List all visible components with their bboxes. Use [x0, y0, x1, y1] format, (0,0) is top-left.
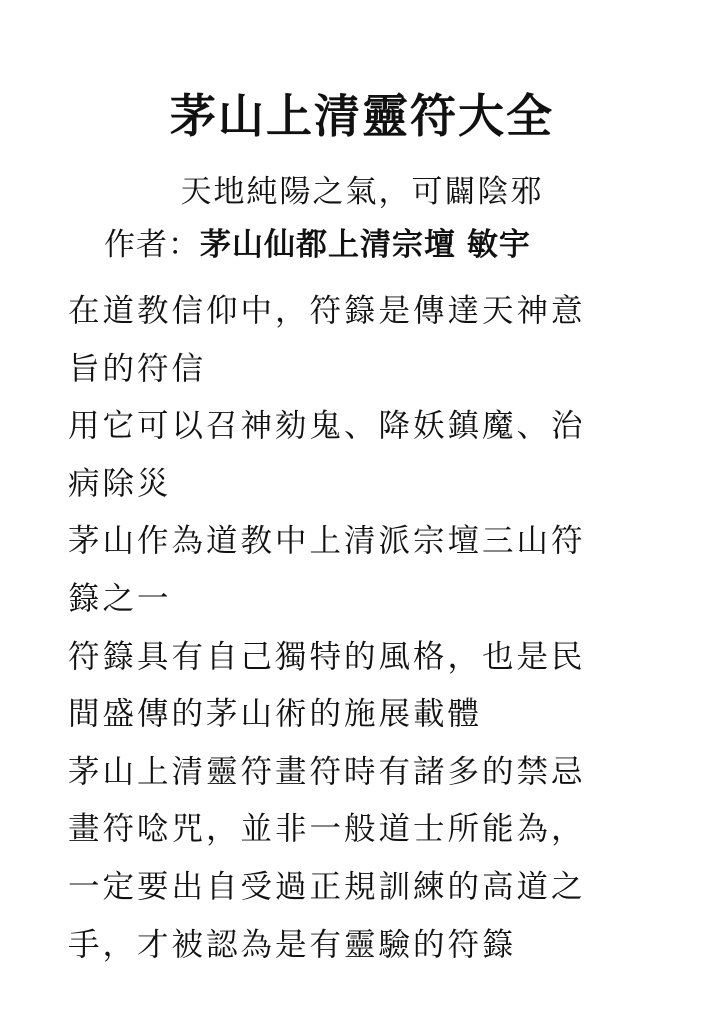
body-line: 病除災 — [68, 465, 172, 502]
body-line: 茅山上清靈符畫符時有諸多的禁忌 — [68, 753, 586, 790]
body-text — [68, 283, 668, 974]
body-line: 手，才被認為是有靈驗的符籙 — [68, 926, 517, 963]
body-line: 旨的符信 — [68, 350, 207, 387]
author-label: 作者： — [104, 227, 200, 263]
body-line: 符籙具有自己獨特的風格，也是民 — [68, 638, 586, 675]
page-title: 茅山上清靈符大全 — [170, 89, 554, 143]
author-line — [104, 225, 531, 265]
page-subtitle: 天地純陽之氣，可闢陰邪 — [180, 174, 544, 210]
author-name: 茅山仙都上清宗壇 — [200, 227, 456, 263]
body-line: 用它可以召神劾鬼、降妖鎮魔、治 — [68, 408, 586, 445]
body-line: 茅山作為道教中上清派宗壇三山符 — [68, 523, 586, 560]
author-alias: 敏宇 — [466, 227, 531, 263]
body-line: 籙之一 — [68, 580, 172, 617]
body-line: 畫符唸咒，並非一般道士所能為， — [68, 811, 586, 848]
body-line: 一定要出自受過正規訓練的高道之 — [68, 868, 586, 905]
body-line: 間盛傳的茅山術的施展載體 — [68, 696, 483, 733]
body-line: 在道教信仰中，符籙是傳達天神意 — [68, 293, 586, 329]
